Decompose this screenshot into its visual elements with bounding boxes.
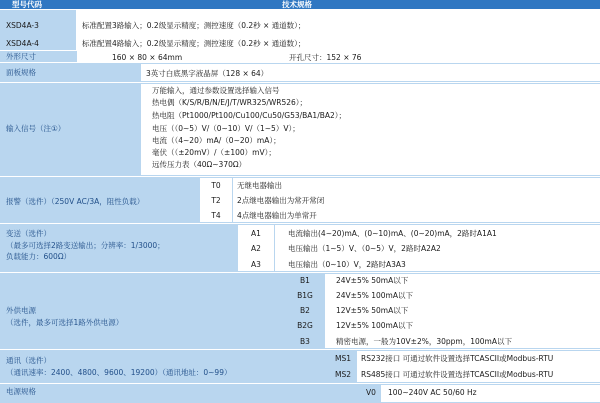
alarm-label: 报警（选件）（250V AC/3A，阻性负载） xyxy=(6,197,145,206)
input-line: 热电偶（K/S/R/B/N/E/J/T/WR325/WR526）； xyxy=(152,98,308,107)
input-line: 电流（（4~20）mA/（0~20）mA）； xyxy=(152,136,281,145)
alarm-code: T4 xyxy=(211,211,221,220)
comm-code: MS2 xyxy=(334,370,351,379)
input-line: 热电阻（Pt1000/Pt100/Cu100/Cu50/G53/BA1/BA2）； xyxy=(152,111,347,120)
cutout-value: 开孔尺寸：152 × 76 xyxy=(289,53,362,62)
dimensions-value: 160 × 80 × 64mm xyxy=(112,53,183,62)
comm-code: MS1 xyxy=(334,354,351,363)
transmit-desc: 电流输出(4~20)mA、(0~10)mA、(0~20)mA，2路时A1A1 xyxy=(288,229,497,238)
power-ext-note: （选件，最多可选择1路外供电源） xyxy=(6,318,124,327)
comm-label: 通讯（选件） xyxy=(6,356,51,365)
transmit-label: 变送（选件） xyxy=(6,229,51,238)
input-label: 输入信号（注①） xyxy=(6,124,66,133)
panel-label: 面板规格 xyxy=(6,68,36,77)
model-code: XSD4A-4 xyxy=(6,39,39,48)
power-ext-desc: 24V±5% 50mA以下 xyxy=(336,276,409,285)
transmit-desc: 电压输出（1~5）V、（0~5）V，2路时A2A2 xyxy=(288,244,441,253)
comm-note: （通讯速率：2400、4800、9600、19200）（通讯地址：0~99） xyxy=(6,368,232,377)
power-ext-code: B2G xyxy=(297,321,313,330)
model-desc: 标准配置3路输入；0.2级显示精度；测控速度（0.2秒 × 通道数）； xyxy=(82,21,306,30)
power-ext-code: B2 xyxy=(300,306,310,315)
alarm-desc: 无继电器输出 xyxy=(237,181,282,190)
power-value: 100~240V AC 50/60 Hz xyxy=(388,388,477,397)
transmit-code: A1 xyxy=(251,229,261,238)
power-ext-code: B1G xyxy=(297,291,313,300)
input-line: 万能输入，通过参数设置选择输入信号 xyxy=(152,86,280,95)
header-tech-spec: 技术规格 xyxy=(282,0,312,9)
power-ext-desc: 精密电源，一般为10V±2%，30ppm，100mA以下 xyxy=(336,337,512,346)
alarm-code: T2 xyxy=(211,196,221,205)
alarm-code: T0 xyxy=(211,181,221,190)
transmit-note: （最多可选择2路变送输出；分辨率：1/3000； xyxy=(6,241,165,250)
input-line: 毫伏（（±20mV）/（±100）mV）； xyxy=(152,148,276,157)
alarm-desc: 2点继电器输出为常开常闭 xyxy=(237,196,325,205)
power-ext-label: 外供电源 xyxy=(6,306,36,315)
header-model-code: 型号代码 xyxy=(12,0,42,9)
transmit-code: A3 xyxy=(251,260,261,269)
alarm-desc: 4点继电器输出为单常开 xyxy=(237,211,317,220)
transmit-note: 负载能力：600Ω） xyxy=(6,252,72,261)
input-line: 电压（（0~5）V/（0~10）V/（1~5）V）； xyxy=(152,124,300,133)
panel-value: 3英寸白底黑字液晶屏（128 × 64） xyxy=(146,69,269,78)
power-ext-code: B3 xyxy=(300,337,310,346)
power-ext-code: B1 xyxy=(300,276,310,285)
model-code: XSD4A-3 xyxy=(6,21,39,30)
model-desc: 标准配置4路输入；0.2级显示精度；测控速度（0.2秒 × 通道数）； xyxy=(82,39,306,48)
power-code: V0 xyxy=(366,388,376,397)
dimensions-label: 外形尺寸 xyxy=(6,52,36,61)
power-label: 电源规格 xyxy=(6,387,36,396)
power-ext-desc: 12V±5% 50mA以下 xyxy=(336,306,409,315)
comm-desc: RS485接口 可通过软件设置选择TCASCII或Modbus-RTU xyxy=(361,370,554,379)
comm-desc: RS232接口 可通过软件设置选择TCASCII或Modbus-RTU xyxy=(361,354,554,363)
power-ext-desc: 12V±5% 100mA以下 xyxy=(336,321,413,330)
transmit-code: A2 xyxy=(251,244,261,253)
power-ext-desc: 24V±5% 100mA以下 xyxy=(336,291,413,300)
transmit-desc: 电压输出（0~10）V，2路时A3A3 xyxy=(288,260,406,269)
input-line: 远传压力表（40Ω~370Ω） xyxy=(152,160,247,169)
